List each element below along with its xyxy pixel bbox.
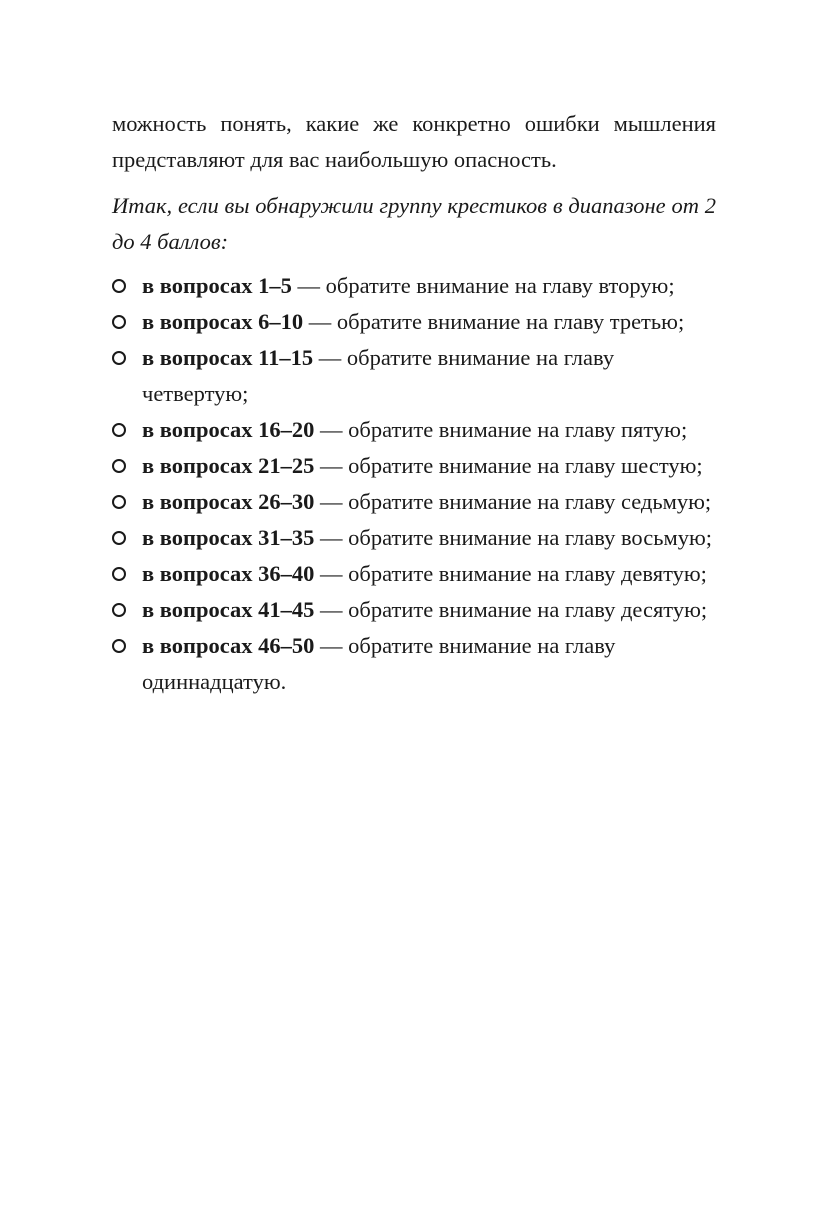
bullet-circle-icon [112, 279, 126, 293]
list-item [112, 340, 716, 412]
item-text: — обратите внимание на главу десятую; [314, 597, 708, 622]
item-text: — обратите внимание на главу восьмую; [314, 525, 713, 550]
bullet-circle-icon [112, 567, 126, 581]
item-text: — обратите внимание на главу шестую; [314, 453, 703, 478]
item-text: — обратите внимание на главу четвертую; [142, 345, 615, 406]
item-text: — обратите внимание на главу пятую; [314, 417, 688, 442]
page-body [112, 106, 716, 700]
item-questions: в вопросах 46–50 [142, 633, 315, 658]
item-questions: в вопросах 1–5 [142, 273, 292, 298]
list-item [112, 592, 716, 628]
list-item [112, 412, 716, 448]
list-item [112, 628, 716, 700]
item-questions: в вопросах 36–40 [142, 561, 315, 586]
item-questions: в вопросах 41–45 [142, 597, 315, 622]
bullet-circle-icon [112, 351, 126, 365]
item-text: — обратите внимание на главу девятую; [314, 561, 707, 586]
bullet-circle-icon [112, 459, 126, 473]
bullet-circle-icon [112, 423, 126, 437]
item-questions: в вопросах 21–25 [142, 453, 315, 478]
list-item [112, 556, 716, 592]
bullet-circle-icon [112, 315, 126, 329]
item-text: — обратите внимание на главу третью; [303, 309, 685, 334]
item-questions: в вопросах 16–20 [142, 417, 315, 442]
item-text: — обратите внимание на главу седьмую; [314, 489, 712, 514]
list-item [112, 448, 716, 484]
item-text: — обратите внимание на главу одиннадцатую. [142, 633, 616, 694]
bullet-circle-icon [112, 531, 126, 545]
list-item [112, 520, 716, 556]
instruction-paragraph: Итак, если вы обнаружили группу крестиков в диапазоне от 2 до 4 баллов: [112, 193, 716, 254]
intro-paragraph: можность понять, какие же конкретно ошибки мышления представляют для вас наибольшую опасность. [112, 111, 716, 172]
list-item [112, 484, 716, 520]
bullet-circle-icon [112, 495, 126, 509]
bullet-circle-icon [112, 603, 126, 617]
item-questions: в вопросах 31–35 [142, 525, 315, 550]
item-questions: в вопросах 11–15 [142, 345, 314, 370]
item-questions: в вопросах 26–30 [142, 489, 315, 514]
item-questions: в вопросах 6–10 [142, 309, 304, 334]
list-item [112, 304, 716, 340]
chapter-list [112, 268, 716, 700]
item-text: — обратите внимание на главу вторую; [291, 273, 675, 298]
list-item [112, 268, 716, 304]
bullet-circle-icon [112, 639, 126, 653]
